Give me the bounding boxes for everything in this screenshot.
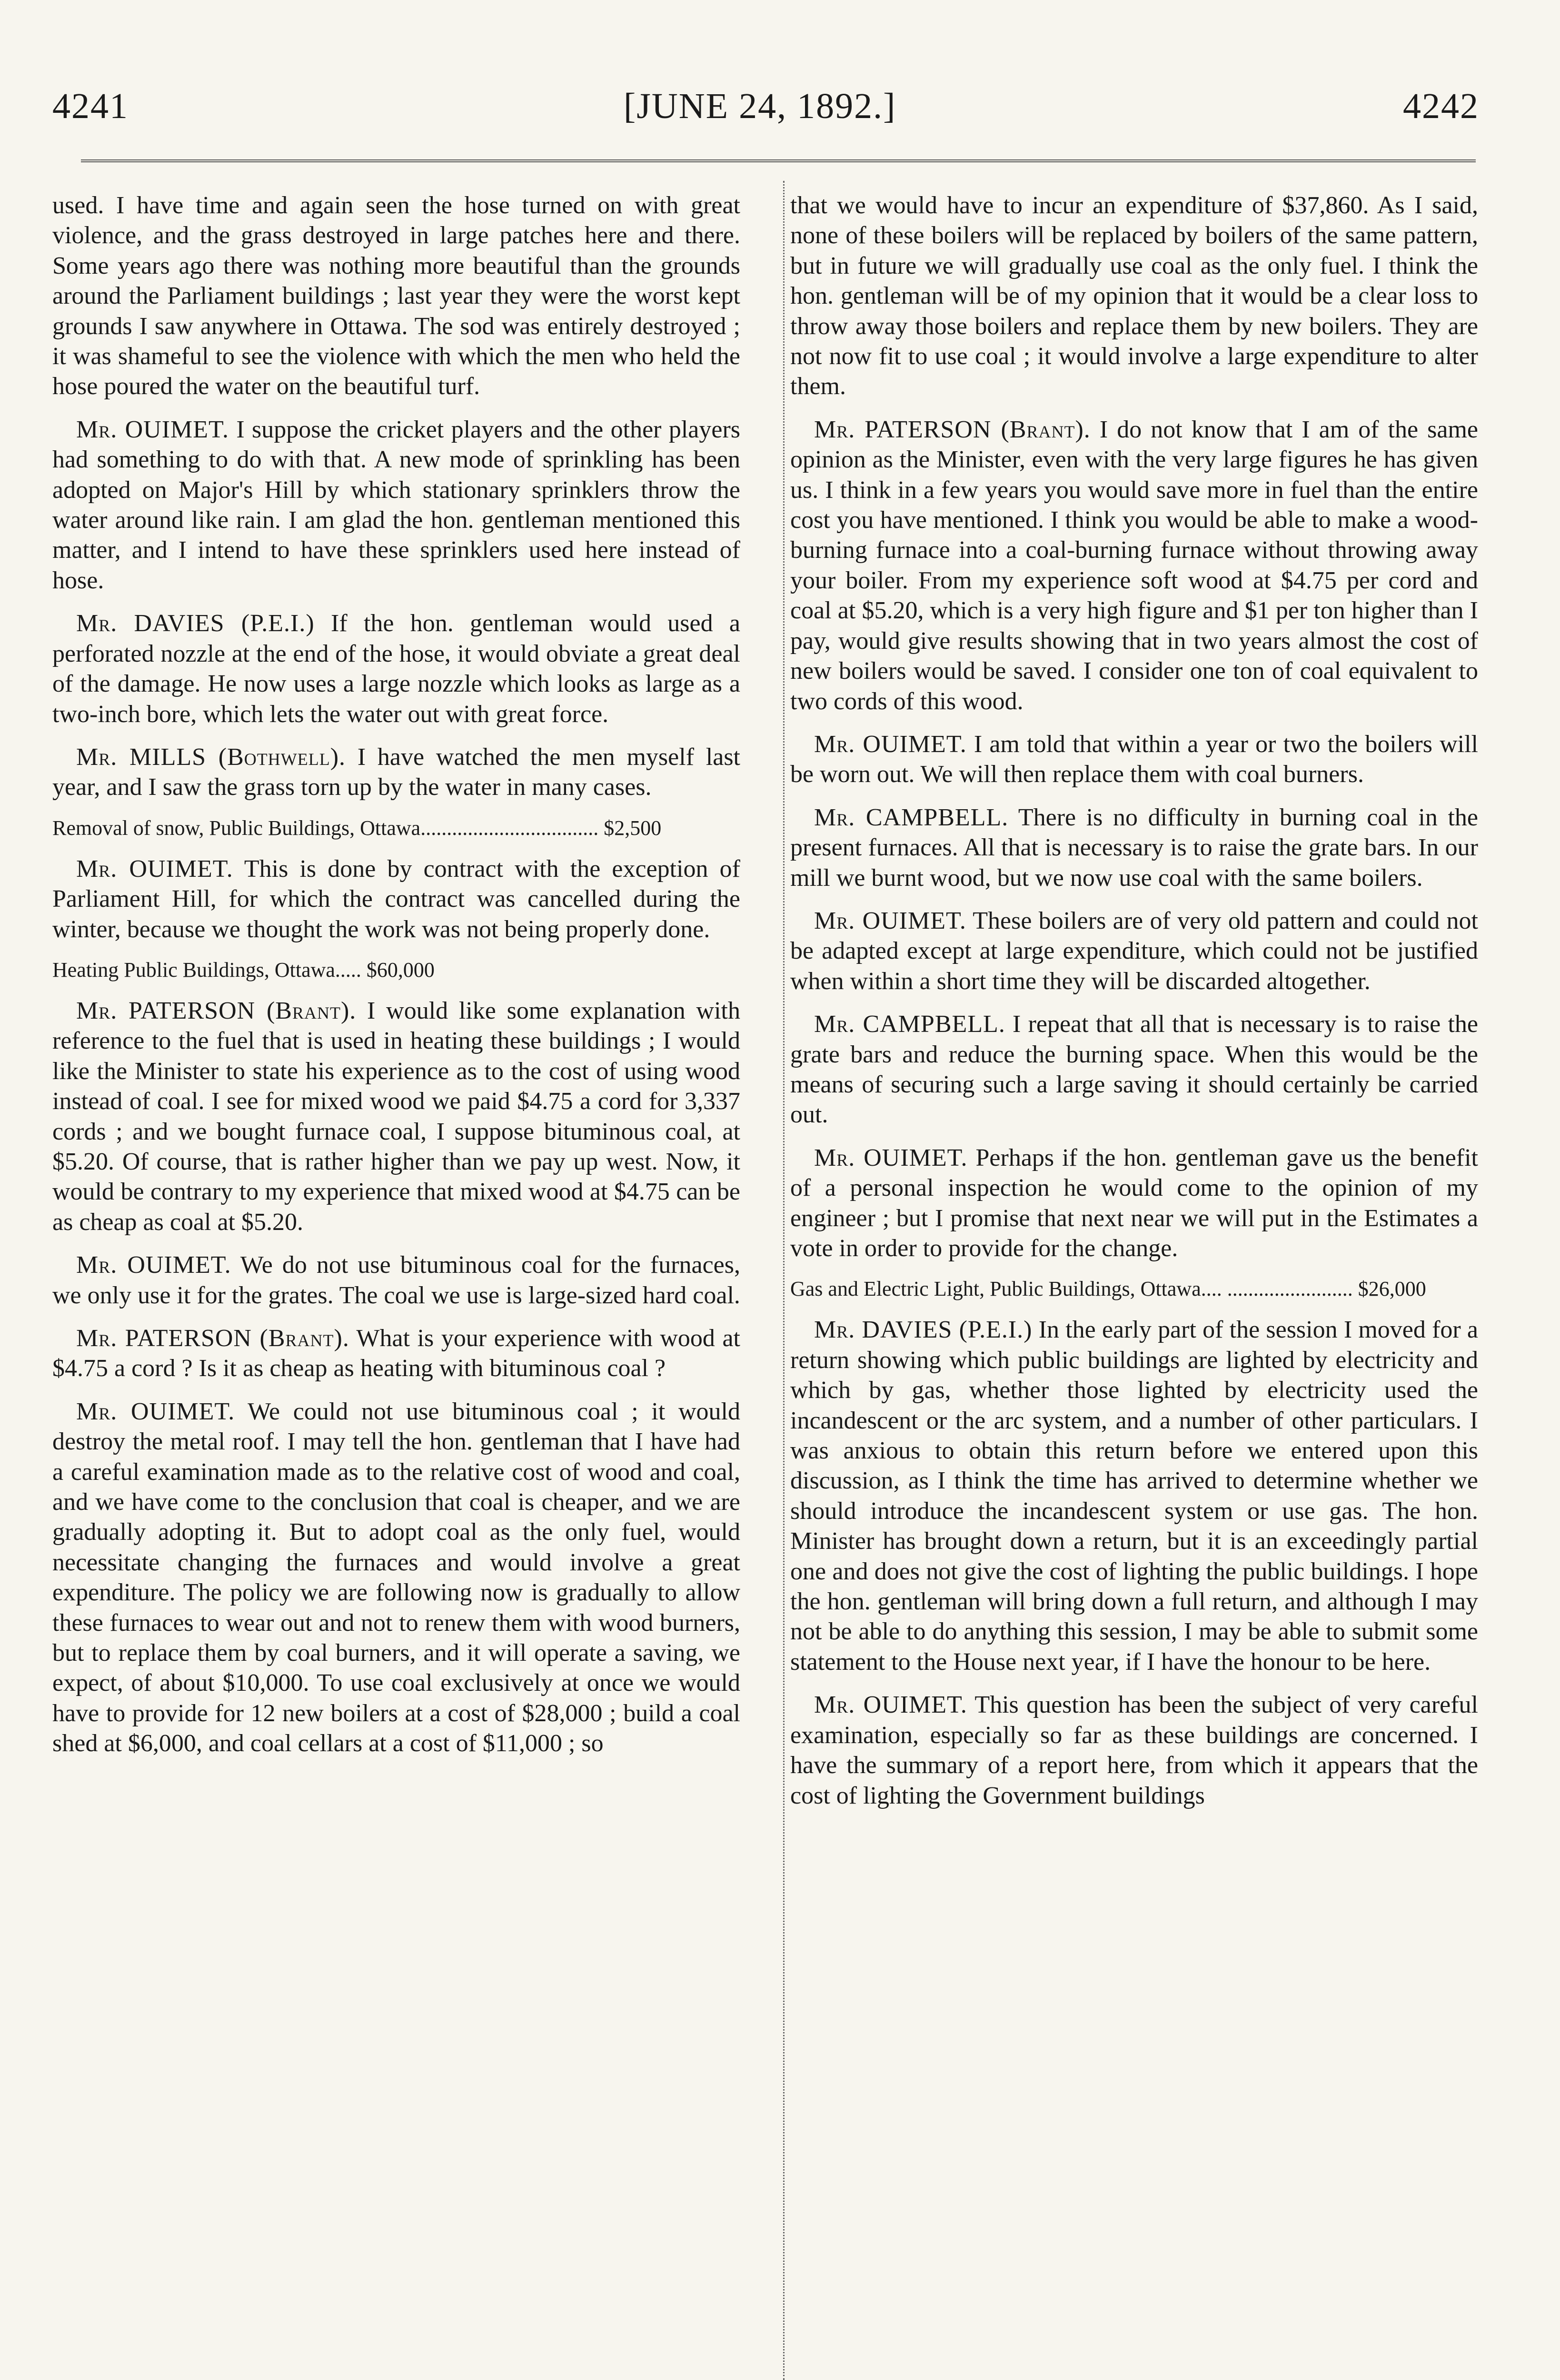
speaker-name: Mr. OUIMET.: [76, 416, 229, 443]
speaker-name: Mr. PATERSON (Brant).: [76, 997, 357, 1024]
page-number-left: 4241: [52, 86, 129, 126]
speech-text: Perhaps if the hon. gentleman gave us the benefit of a personal inspection he would come to the opinion of my engineer ; but I promise that next near we will put in the Estimates a vote in order to provide for the change.: [790, 1144, 1478, 1262]
speech-text: In the early part of the session I moved for a return showing which public buildings are lighted by electricity and which by gas, whether those lighted by electricity used the incandescent or the arc system, and a number of other particulars. I was anxious to obtain this return before we entered upon this discussion, as I think the time has arrived to determine whether we should introduce the incandescent system or use gas. The hon. Minister has brought down a return, but it is an exceedingly partial one and does not give the cost of lighting the public buildings. I hope the hon. gentleman will bring down a full return, and although I may not be able to do anything this session, I may be able to submit some statement to the House next year, if I have the honour to be here.: [790, 1316, 1478, 1676]
speech-paragraph: [790, 729, 1478, 790]
page-number-right: 4242: [1403, 86, 1479, 126]
speech-text: I am told that within a year or two the boilers will be worn out. We will then replace them with coal burners.: [790, 730, 1478, 788]
continued-text: used. I have time and again seen the hose turned on with great violence, and the grass destroyed in large patches here and there. Some years ago there was nothing more beautiful than the grounds around the Parliament buildings ; last year they were the worst kept grounds I saw anywhere in Ottawa. The sod was entirely destroyed ; it was shameful to see the violence with which the men who held the hose poured the water on the beautiful turf.: [52, 192, 740, 400]
speaker-name: Mr. CAMPBELL.: [814, 803, 1009, 831]
speaker-name: Mr. OUIMET.: [814, 730, 967, 758]
speech-paragraph: [790, 906, 1478, 996]
page-date: [JUNE 24, 1892.]: [624, 86, 896, 126]
speech-text: I suppose the cricket players and the other players had something to do with that. A new mode of sprinkling has been adopted on Major's Hill by which stationary sprinklers throw the water around like rain. I am glad the hon. gentleman mentioned this matter, and I intend to have these sprinklers used here instead of hose.: [52, 416, 741, 594]
speech-paragraph: [790, 415, 1478, 716]
speech-text: These boilers are of very old pattern and could not be adapted except at large expenditure, which could not be justified when within a short time they will be discarded altogether.: [790, 907, 1478, 995]
speech-paragraph: [52, 996, 740, 1237]
speech-text: We do not use bituminous coal for the furnaces, we only use it for the grates. The coal we use is large-sized hard coal.: [52, 1251, 740, 1309]
right-column: [790, 190, 1478, 1824]
speech-text: If the hon. gentleman would used a perforated nozzle at the end of the hose, it would obviate a great deal of the damage. He now uses a large nozzle which looks as large as a two-inch bore, which lets the water out with great force.: [52, 610, 741, 728]
speech-paragraph: [790, 1009, 1478, 1130]
speaker-name: Mr. DAVIES (P.E.I.): [814, 1316, 1033, 1344]
continued-text: that we would have to incur an expenditure of $37,860. As I said, none of these boilers will be replaced by boilers of the same pattern, but in future we will gradually use coal as the only fuel. I think the hon. gentleman will be of my opinion that it would be a clear loss to throw away those boilers and replace them by new boilers. They are not now fit to use coal ; it would involve a large expenditure to alter them.: [790, 192, 1478, 400]
estimate-item: Removal of snow, Public Buildings, Ottawa.................................. $2,500: [52, 816, 662, 840]
speaker-name: Mr. PATERSON (Brant).: [76, 1325, 349, 1352]
speaker-name: Mr. OUIMET.: [814, 1144, 968, 1171]
speaker-name: Mr. OUIMET.: [814, 907, 966, 934]
speech-paragraph: [52, 854, 740, 944]
speech-paragraph: [52, 1250, 740, 1310]
page-header: [0, 86, 1560, 138]
estimate-item: Heating Public Buildings, Ottawa..... $60,000: [52, 958, 435, 982]
column-divider: [783, 181, 785, 2380]
speaker-name: Mr. OUIMET.: [76, 855, 233, 883]
speech-paragraph: [52, 1323, 740, 1384]
speech-paragraph: [790, 1143, 1478, 1264]
speech-paragraph: [790, 1690, 1478, 1811]
speech-text: This question has been the subject of very careful examination, especially so far as these buildings are concerned. I have the summary of a report here, from which it appears that the cost of lighting the Government buildings: [790, 1691, 1479, 1809]
speech-paragraph: [790, 803, 1478, 893]
speech-text: This is done by contract with the exception of Parliament Hill, for which the contract was cancelled during the winter, because we thought the work was not being properly done.: [52, 855, 740, 943]
speech-text: There is no difficulty in burning coal in the present furnaces. All that is necessary is to raise the grate bars. In our mill we burnt wood, but we now use coal with the same boilers.: [790, 803, 1478, 892]
speech-text: I repeat that all that is necessary is to raise the grate bars and reduce the burning space. When this would be the means of securing such a large saving it should certainly be carried out.: [790, 1011, 1478, 1129]
speech-text: What is your experience with wood at $4.75 a cord ? Is it as cheap as heating with bituminous coal ?: [52, 1325, 741, 1382]
speaker-name: Mr. PATERSON (Brant).: [814, 416, 1091, 443]
speaker-name: Mr. OUIMET.: [76, 1398, 235, 1425]
speaker-name: Mr. OUIMET.: [814, 1691, 967, 1719]
speaker-name: Mr. MILLS (Bothwell).: [76, 743, 346, 771]
left-column: [52, 190, 740, 1772]
speaker-name: Mr. DAVIES (P.E.I.): [76, 610, 315, 637]
estimate-item: Gas and Electric Light, Public Buildings, Ottawa.... ........................ $26,000: [790, 1277, 1426, 1301]
speech-paragraph: [52, 742, 740, 803]
speech-paragraph: [52, 415, 740, 595]
speech-text: I do not know that I am of the same opinion as the Minister, even with the very large figures he has given us. I think in a few years you would save more in fuel than the entire cost you have mentioned. I think you would be able to make a wood-burning furnace into a coal-burning furnace without throwing away your boiler. From my experience soft wood at $4.75 per cord and coal at $5.20, which is a very high figure and $1 per ton higher than I pay, would give results showing that in two years almost the cost of new boilers would be saved. I consider one ton of coal equivalent to two cords of this wood.: [790, 416, 1478, 715]
speaker-name: Mr. CAMPBELL.: [814, 1011, 1005, 1038]
speech-text: I have watched the men myself last year, and I saw the grass torn up by the water in many cases.: [52, 743, 741, 801]
speaker-name: Mr. OUIMET.: [76, 1251, 231, 1279]
speech-paragraph: [790, 1315, 1478, 1677]
speech-text: We could not use bituminous coal ; it would destroy the metal roof. I may tell the hon. gentleman that I have had a careful examination made as to the relative cost of wood and coal, and we have come to the conclusion that coal is cheaper, and we are gradually adopting it. But to adopt coal as the only fuel, would necessitate changing the furnaces and would involve a great expenditure. The policy we are following now is gradually to allow these furnaces to wear out and not to renew them with wood burners, but to replace them by coal burners, and it will operate a saving, we expect, of about $10,000. To use coal exclusively at once we would have to provide for 12 new boilers at a cost of $28,000 ; build a coal shed at $6,000, and coal cellars at a cost of $11,000 ; so: [52, 1398, 741, 1757]
speech-paragraph: [52, 1397, 740, 1759]
header-rule: [81, 159, 1476, 162]
speech-text: I would like some explanation with reference to the fuel that is used in heating these buildings ; I would like the Minister to state his experience as to the cost of using wood instead of coal. I see for mixed wood we paid $4.75 a cord for 3,337 cords ; and we bought furnace coal, I suppose bituminous coal, at $5.20. Of course, that is rather higher than we pay up west. Now, it would be contrary to my experience that mixed wood at $4.75 can be as cheap as coal at $5.20.: [52, 997, 740, 1236]
speech-paragraph: [52, 608, 740, 729]
